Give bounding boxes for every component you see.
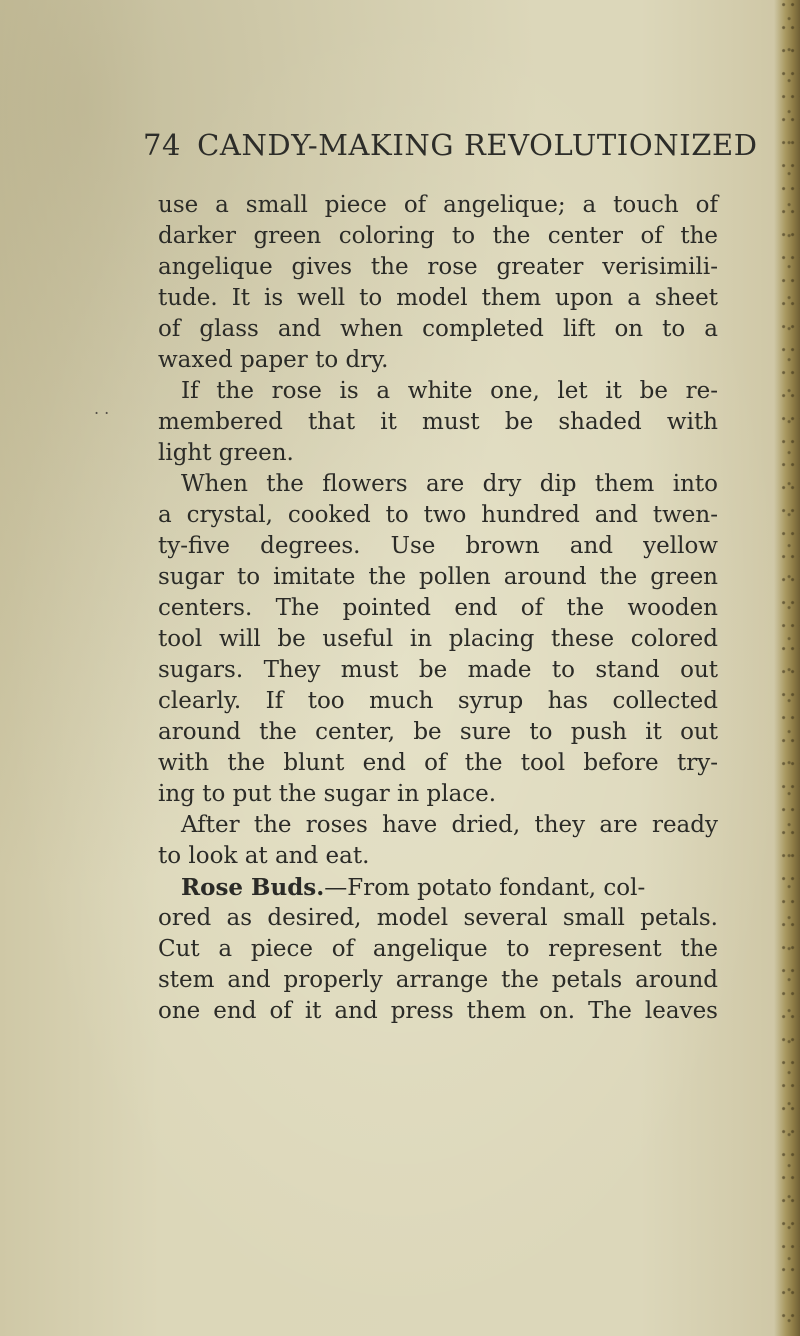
text-line: a crystal, cooked to two hundred and twen- <box>158 502 718 528</box>
text-line: When the flowers are dry dip them into <box>181 471 718 497</box>
text-line: sugars. They must be made to stand out <box>158 657 718 683</box>
running-title: CANDY-MAKING REVOLUTIONIZED <box>197 128 758 162</box>
text-line: use a small piece of angelique; a touch of <box>158 192 718 218</box>
text-line: ored as desired, model several small petals. <box>158 905 718 931</box>
text-line: one end of it and press them on. The leaves <box>158 998 718 1024</box>
text-line: angelique gives the rose greater verisimili- <box>158 254 718 280</box>
text-line: around the center, be sure to push it out <box>158 719 718 745</box>
page-edge-texture <box>780 0 800 1336</box>
text-line: sugar to imitate the pollen around the green <box>158 564 718 590</box>
text-line: Cut a piece of angelique to represent the <box>158 936 718 962</box>
text-line: ing to put the sugar in place. <box>158 781 497 807</box>
text-line: darker green coloring to the center of the <box>158 223 718 249</box>
text-line: centers. The pointed end of the wooden <box>158 595 718 621</box>
text-line: clearly. If too much syrup has collected <box>158 688 718 714</box>
text-line: light green. <box>158 440 294 466</box>
text-line: tude. It is well to model them upon a sheet <box>158 285 718 311</box>
text-line: waxed paper to dry. <box>158 347 389 373</box>
section-heading: Rose Buds. <box>181 874 325 901</box>
page-number: 74 <box>143 128 182 162</box>
page-header <box>143 128 758 162</box>
text-line: ty-five degrees. Use brown and yellow <box>158 533 718 559</box>
text-line: If the rose is a white one, let it be re- <box>181 378 718 404</box>
text-line: with the blunt end of the tool before try- <box>158 750 718 776</box>
text-line: After the roses have dried, they are ready <box>181 812 718 838</box>
text-line: to look at and eat. <box>158 843 370 869</box>
text-line-remainder: —From potato fondant, col- <box>324 875 646 901</box>
text-line: stem and properly arrange the petals around <box>158 967 718 993</box>
text-line <box>158 872 718 903</box>
text-line: tool will be useful in placing these colored <box>158 626 718 652</box>
text-line: of glass and when completed lift on to a <box>158 316 718 342</box>
body-text <box>158 190 718 1027</box>
text-line: membered that it must be shaded with <box>158 409 718 435</box>
margin-mark: . . <box>94 399 110 418</box>
